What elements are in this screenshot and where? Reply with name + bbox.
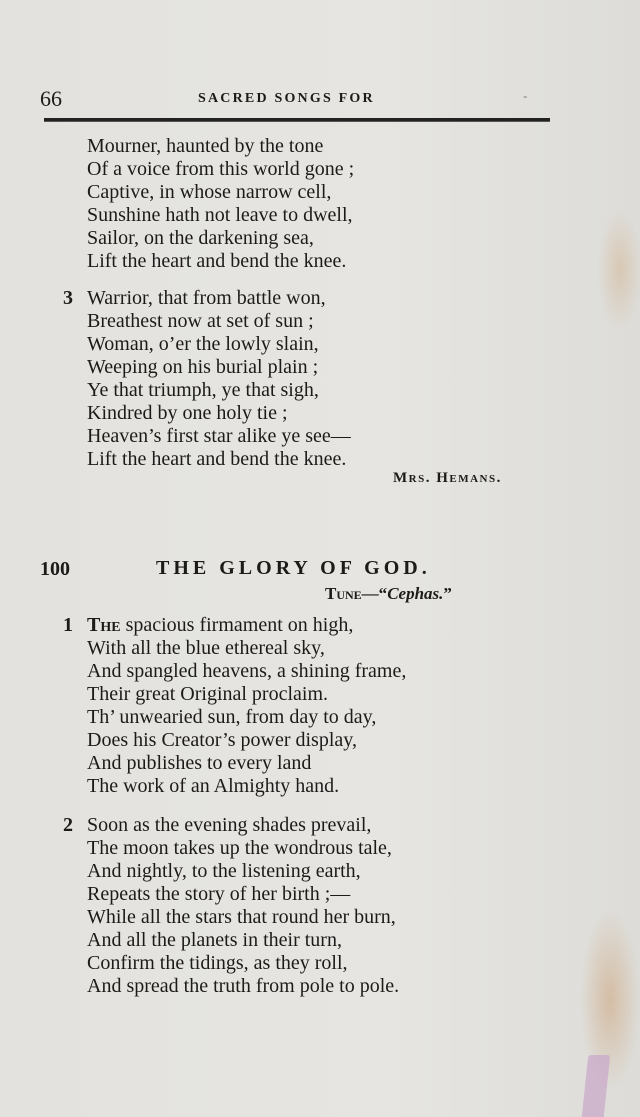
stanza-number: 2 xyxy=(63,814,73,836)
stanza-2 xyxy=(87,814,399,998)
verse-line: Th’ unwearied sun, from day to day, xyxy=(87,706,377,728)
verse-line: And publishes to every land xyxy=(87,752,312,774)
stanza-3 xyxy=(87,287,351,471)
verse-line: Lift the heart and bend the knee. xyxy=(87,250,347,272)
verse-line: Breathest now at set of sun ; xyxy=(87,310,314,332)
tune-line xyxy=(325,584,452,604)
header-rule xyxy=(44,118,550,122)
verse-line: And all the planets in their turn, xyxy=(87,929,342,951)
first-line-rest: spacious firmament on high, xyxy=(120,614,354,636)
verse-line: Lift the heart and bend the knee. xyxy=(87,448,347,470)
hymn-number: 100 xyxy=(40,558,70,580)
tune-name: Cephas. xyxy=(387,584,444,603)
verse-line: Kindred by one holy tie ; xyxy=(87,402,288,424)
stanza-1 xyxy=(87,614,406,798)
verse-line: And nightly, to the listening earth, xyxy=(87,860,361,882)
tune-close-quote: ” xyxy=(443,584,452,603)
verse-line: Repeats the story of her birth ;— xyxy=(87,883,351,905)
running-head xyxy=(40,86,552,116)
verse-line: Ye that triumph, ye that sigh, xyxy=(87,379,319,401)
verse-line: Heaven’s first star alike ye see— xyxy=(87,425,351,447)
verse-line: And spread the truth from pole to pole. xyxy=(87,975,400,997)
stanza-continued xyxy=(87,135,354,273)
verse-line: With all the blue ethereal sky, xyxy=(87,637,325,659)
hymn-title: THE GLORY OF GOD. xyxy=(156,557,431,579)
verse-line: Woman, o’er the lowly slain, xyxy=(87,333,319,355)
tune-label: Tune—“ xyxy=(325,584,388,603)
page-edge-stain xyxy=(582,1055,611,1117)
verse-line: Mourner, haunted by the tone xyxy=(87,135,324,157)
verse-line: The moon takes up the wondrous tale, xyxy=(87,837,392,859)
verse-line: Of a voice from this world gone ; xyxy=(87,158,355,180)
author-name: Mrs. Hemans. xyxy=(393,470,502,486)
verse-line: And spangled heavens, a shining frame, xyxy=(87,660,407,682)
running-head-mark: - xyxy=(523,88,528,103)
verse-line: The work of an Almighty hand. xyxy=(87,775,340,797)
first-word: The xyxy=(87,614,121,636)
verse-line: Does his Creator’s power display, xyxy=(87,729,357,751)
page-number: 66 xyxy=(40,86,62,111)
verse-line xyxy=(87,614,406,637)
verse-line: Confirm the tidings, as they roll, xyxy=(87,952,348,974)
running-title: SACRED SONGS FOR xyxy=(198,91,375,106)
verse-line: Their great Original proclaim. xyxy=(87,683,329,705)
verse-line: Sailor, on the darkening sea, xyxy=(87,227,314,249)
verse-line: Sunshine hath not leave to dwell, xyxy=(87,204,353,226)
verse-line: Weeping on his burial plain ; xyxy=(87,356,319,378)
verse-line: While all the stars that round her burn, xyxy=(87,906,396,928)
stanza-number: 3 xyxy=(63,287,73,309)
verse-line: Soon as the evening shades prevail, xyxy=(87,814,372,836)
verse-line: Warrior, that from battle won, xyxy=(87,287,326,309)
stanza-number: 1 xyxy=(63,614,73,636)
author-attribution xyxy=(393,470,502,487)
verse-line: Captive, in whose narrow cell, xyxy=(87,181,332,203)
